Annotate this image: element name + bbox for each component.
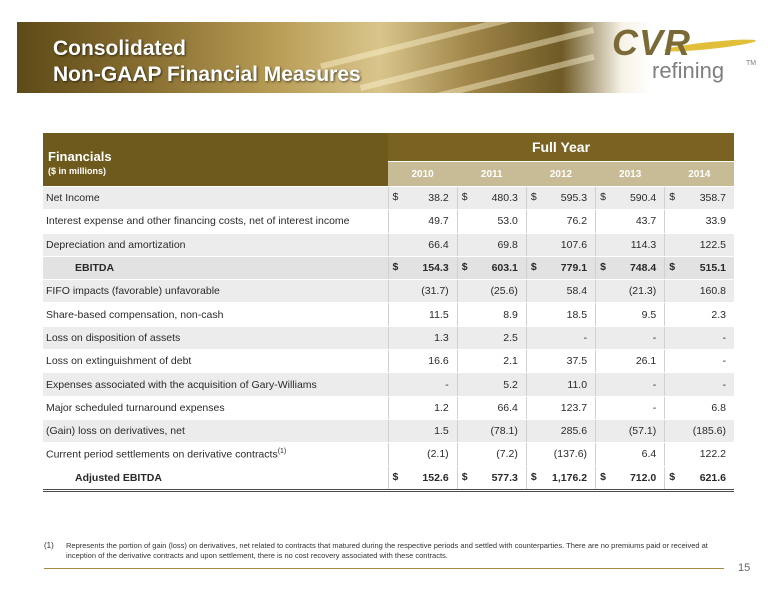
- value-number: 595.3: [560, 192, 588, 205]
- value-cell: [596, 280, 665, 303]
- currency-symbol: $: [600, 470, 606, 483]
- value-cell: [388, 350, 457, 373]
- value-number: -: [722, 355, 726, 368]
- currency-symbol: $: [669, 191, 676, 203]
- slide-title-line1: Consolidated: [53, 37, 187, 60]
- value-number: -: [722, 331, 726, 344]
- value-cell: [526, 466, 595, 490]
- value-number: 38.2: [428, 192, 449, 205]
- value-cell: [457, 210, 526, 233]
- value-number: (2.1): [427, 448, 449, 461]
- currency-symbol: $: [461, 470, 468, 483]
- table-row: [43, 396, 734, 419]
- value-cell: [665, 280, 734, 303]
- value-cell: [388, 396, 457, 419]
- banner-pipe-highlight: [360, 27, 594, 91]
- value-cell: [388, 256, 457, 279]
- value-cell: [388, 443, 457, 466]
- value-number: 114.3: [630, 238, 657, 251]
- value-number: 123.7: [560, 401, 588, 414]
- value-cell: [596, 419, 665, 442]
- value-number: 6.8: [711, 401, 726, 414]
- logo-cvr-text: CVR: [612, 22, 692, 63]
- value-number: 16.6: [428, 355, 449, 368]
- value-cell: [665, 210, 734, 233]
- value-number: 53.0: [497, 215, 518, 228]
- value-number: 2.1: [503, 355, 518, 368]
- table-row: [43, 187, 734, 210]
- value-number: 621.6: [699, 471, 726, 484]
- row-label-text: Loss on disposition of assets: [46, 331, 181, 344]
- value-number: 18.5: [566, 308, 588, 321]
- financials-title: Financials: [48, 149, 112, 164]
- value-cell: [388, 210, 457, 233]
- value-number: 160.8: [699, 285, 726, 298]
- row-label: [43, 466, 388, 490]
- row-label: [43, 373, 388, 396]
- value-cell: [388, 419, 457, 442]
- table-row: [43, 326, 734, 349]
- value-number: -: [445, 378, 449, 391]
- value-number: 285.6: [560, 425, 588, 438]
- table-row: [43, 443, 734, 466]
- row-label: [43, 256, 388, 279]
- value-cell: [388, 373, 457, 396]
- page-number: 15: [738, 562, 751, 574]
- value-number: (57.1): [628, 425, 657, 438]
- value-number: -: [652, 401, 657, 414]
- value-cell: [665, 303, 734, 326]
- value-number: -: [583, 331, 588, 344]
- value-number: -: [652, 378, 657, 391]
- table-row: [43, 233, 734, 256]
- currency-symbol: $: [392, 191, 399, 203]
- value-cell: [596, 303, 665, 326]
- value-number: 49.7: [428, 215, 449, 228]
- value-cell: [665, 396, 734, 419]
- value-cell: [665, 187, 734, 210]
- value-cell: [596, 373, 665, 396]
- value-number: -: [652, 331, 657, 344]
- row-label-text: Loss on extinguishment of debt: [46, 355, 192, 368]
- year-header-2013: 2013: [596, 162, 665, 187]
- footnote-marker: (1): [44, 541, 54, 550]
- value-cell: [665, 233, 734, 256]
- table-row: [43, 256, 734, 279]
- value-number: (185.6): [692, 425, 726, 438]
- value-cell: [457, 419, 526, 442]
- value-number: 122.2: [699, 448, 726, 461]
- row-label: [43, 280, 388, 303]
- value-number: 26.1: [635, 355, 657, 368]
- value-cell: [457, 466, 526, 490]
- value-cell: [665, 443, 734, 466]
- row-label-text: EBITDA: [75, 262, 115, 275]
- value-number: -: [722, 378, 726, 391]
- value-number: 58.4: [566, 285, 588, 298]
- value-number: 69.8: [497, 238, 518, 251]
- value-number: 122.5: [699, 238, 726, 251]
- value-cell: [665, 350, 734, 373]
- value-cell: [526, 256, 595, 279]
- value-number: 11.0: [567, 378, 588, 391]
- value-number: 1,176.2: [552, 471, 588, 484]
- value-cell: [526, 210, 595, 233]
- value-cell: [596, 233, 665, 256]
- currency-symbol: $: [600, 260, 606, 273]
- value-number: (78.1): [490, 425, 518, 438]
- footnote-reference: (1): [277, 448, 287, 456]
- table-row: [43, 210, 734, 233]
- value-cell: [457, 373, 526, 396]
- value-cell: [526, 303, 595, 326]
- row-label: [43, 396, 388, 419]
- footnote-text: Represents the portion of gain (loss) on derivatives, net related to contracts that matured during the respective periods and settled with counterparties. There are no premiums paid or received at inception of the derivative contracts and upon settlement, there is no cost recovery associated with these contracts.: [66, 541, 708, 560]
- row-label: [43, 419, 388, 442]
- footnote: [44, 541, 734, 561]
- value-number: 11.5: [429, 308, 449, 321]
- value-number: 107.6: [560, 238, 588, 251]
- value-cell: [457, 350, 526, 373]
- value-number: 8.9: [503, 308, 518, 321]
- value-cell: [596, 326, 665, 349]
- row-label-text: Interest expense and other financing costs, net of interest income: [46, 215, 350, 228]
- currency-symbol: $: [530, 191, 537, 203]
- value-cell: [457, 396, 526, 419]
- row-label-text: Major scheduled turnaround expenses: [46, 401, 225, 414]
- value-cell: [457, 443, 526, 466]
- value-cell: [596, 396, 665, 419]
- value-number: 2.3: [711, 308, 726, 321]
- value-number: 358.7: [699, 192, 726, 205]
- currency-symbol: $: [530, 470, 537, 483]
- value-number: 712.0: [629, 471, 657, 484]
- value-cell: [526, 419, 595, 442]
- value-cell: [526, 326, 595, 349]
- value-number: 37.5: [566, 355, 588, 368]
- value-number: (21.3): [628, 285, 657, 298]
- value-cell: [388, 280, 457, 303]
- value-cell: [388, 233, 457, 256]
- value-number: 590.4: [629, 192, 657, 205]
- value-cell: [596, 256, 665, 279]
- currency-symbol: $: [392, 470, 399, 483]
- value-number: 6.4: [641, 448, 657, 461]
- year-header-2010: 2010: [388, 162, 457, 187]
- value-number: 1.3: [434, 331, 449, 344]
- value-cell: [596, 443, 665, 466]
- value-cell: [665, 256, 734, 279]
- value-cell: [596, 466, 665, 490]
- row-label-text: Adjusted EBITDA: [75, 471, 162, 484]
- currency-symbol: $: [600, 191, 606, 203]
- value-number: (7.2): [496, 448, 518, 461]
- table-row: [43, 303, 734, 326]
- currency-symbol: $: [669, 470, 676, 483]
- row-label: [43, 326, 388, 349]
- value-cell: [526, 443, 595, 466]
- value-cell: [526, 373, 595, 396]
- value-cell: [457, 280, 526, 303]
- cvr-refining-logo: [612, 24, 762, 88]
- slide-title: [53, 36, 361, 88]
- currency-symbol: $: [461, 260, 468, 273]
- row-label-text: Net Income: [46, 192, 100, 205]
- row-label: [43, 303, 388, 326]
- value-cell: [665, 466, 734, 490]
- row-label-text: Current period settlements on derivative contracts: [46, 448, 278, 461]
- value-number: 1.5: [434, 425, 449, 438]
- currency-symbol: $: [530, 260, 537, 273]
- value-number: 33.9: [705, 215, 726, 228]
- value-cell: [457, 233, 526, 256]
- value-number: 152.6: [422, 471, 449, 484]
- value-number: 66.4: [497, 401, 518, 414]
- value-cell: [388, 326, 457, 349]
- footer-divider: [44, 568, 724, 569]
- slide-title-line2: Non-GAAP Financial Measures: [53, 63, 361, 86]
- currency-symbol: $: [392, 260, 399, 273]
- year-header-2012: 2012: [526, 162, 595, 187]
- currency-symbol: $: [461, 191, 468, 203]
- table-row: [43, 350, 734, 373]
- value-cell: [526, 350, 595, 373]
- value-number: (25.6): [490, 285, 518, 298]
- value-cell: [526, 396, 595, 419]
- value-number: 5.2: [503, 378, 518, 391]
- currency-symbol: $: [669, 260, 676, 273]
- value-number: 779.1: [560, 262, 588, 275]
- value-number: 603.1: [491, 262, 518, 275]
- value-number: 154.3: [422, 262, 449, 275]
- row-label: [43, 210, 388, 233]
- row-label-text: (Gain) loss on derivatives, net: [46, 425, 185, 438]
- financials-body: [43, 187, 734, 491]
- value-cell: [457, 187, 526, 210]
- value-cell: [526, 280, 595, 303]
- table-row: [43, 466, 734, 490]
- value-number: 9.5: [641, 308, 657, 321]
- financials-units: ($ in millions): [48, 166, 107, 176]
- value-cell: [526, 233, 595, 256]
- value-cell: [457, 303, 526, 326]
- table-row: [43, 373, 734, 396]
- table-row: [43, 280, 734, 303]
- value-number: 1.2: [434, 401, 449, 414]
- value-cell: [388, 303, 457, 326]
- value-number: 43.7: [635, 215, 657, 228]
- row-label-text: Depreciation and amortization: [46, 238, 186, 251]
- value-number: 76.2: [566, 215, 588, 228]
- value-number: 577.3: [491, 471, 518, 484]
- value-cell: [457, 326, 526, 349]
- financials-table: [43, 133, 734, 492]
- value-cell: [596, 187, 665, 210]
- value-cell: [388, 466, 457, 490]
- value-number: (137.6): [553, 448, 588, 461]
- value-number: 480.3: [491, 192, 518, 205]
- row-label-text: Expenses associated with the acquisition of Gary-Williams: [46, 378, 317, 391]
- value-number: 2.5: [503, 331, 518, 344]
- value-number: 748.4: [629, 262, 657, 275]
- row-label-text: FIFO impacts (favorable) unfavorable: [46, 285, 220, 298]
- value-number: 515.1: [699, 262, 726, 275]
- value-cell: [596, 350, 665, 373]
- value-number: (31.7): [421, 285, 449, 298]
- value-cell: [665, 419, 734, 442]
- row-label: [43, 233, 388, 256]
- logo-trademark: TM: [746, 60, 757, 67]
- value-cell: [526, 187, 595, 210]
- year-header-2014: 2014: [665, 162, 734, 187]
- financials-header: [43, 133, 388, 187]
- row-label-text: Share-based compensation, non-cash: [46, 308, 224, 321]
- value-cell: [457, 256, 526, 279]
- value-cell: [596, 210, 665, 233]
- row-label: [43, 443, 388, 466]
- full-year-header: Full Year: [388, 133, 734, 162]
- value-cell: [665, 326, 734, 349]
- year-header-2011: 2011: [457, 162, 526, 187]
- row-label: [43, 350, 388, 373]
- value-cell: [388, 187, 457, 210]
- row-label: [43, 187, 388, 210]
- value-number: 66.4: [428, 238, 449, 251]
- table-row: [43, 419, 734, 442]
- logo-refining-text: refining: [652, 58, 725, 83]
- value-cell: [665, 373, 734, 396]
